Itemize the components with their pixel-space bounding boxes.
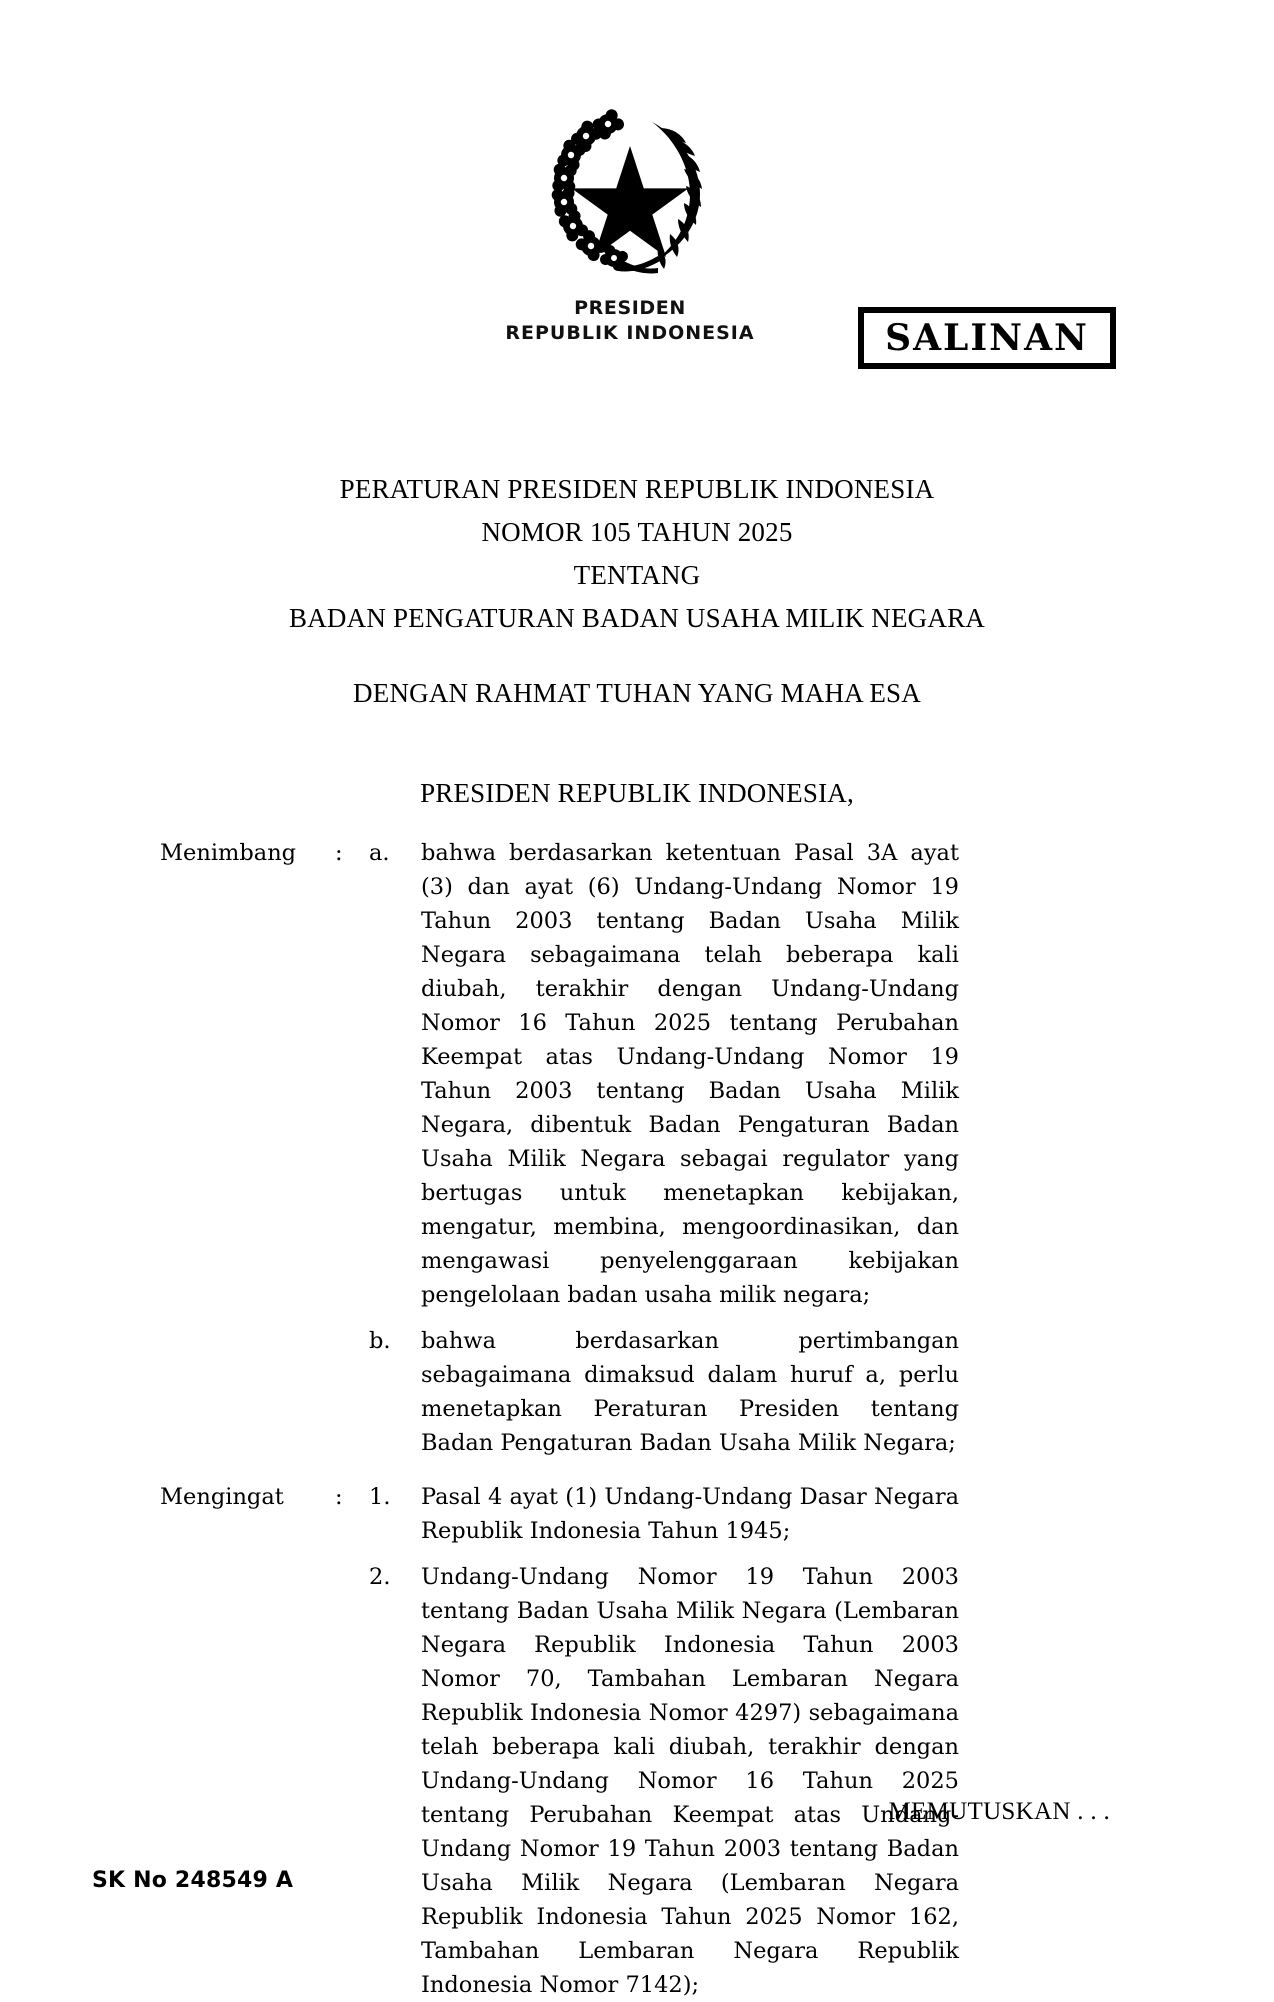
- continuation-note: MEMUTUSKAN . . .: [888, 1798, 1110, 1825]
- considerations-item-b: [0, 1324, 1274, 1460]
- preamble-spacer: [137, 715, 1137, 772]
- considerations-label: Menimbang: [160, 840, 297, 866]
- legal-basis-label: Mengingat: [160, 1484, 284, 1510]
- title-line-number-year: NOMOR 105 TAHUN 2025: [481, 517, 793, 547]
- title-line-tentang: TENTANG: [573, 560, 701, 590]
- garuda-star-wreath-emblem: [540, 108, 720, 280]
- considerations-text-b: bahwa berdasarkan pertimbangan sebagaimana dimaksud dalam huruf a, perlu menetapkan Peraturan Presiden tentang Badan Pengaturan Badan Usaha Milik Negara;: [421, 1328, 959, 1456]
- considerations-marker-a: a.: [369, 840, 390, 866]
- title-line-regulation-type: PERATURAN PRESIDEN REPUBLIK INDONESIA: [339, 474, 935, 504]
- caption-line-republik-indonesia: REPUBLIK INDONESIA: [505, 322, 755, 344]
- title-line-subject: BADAN PENGATURAN BADAN USAHA MILIK NEGARA: [289, 603, 985, 633]
- preamble-block: [137, 672, 1137, 815]
- considerations-colon: :: [335, 840, 343, 866]
- salinan-stamp-label: SALINAN: [885, 317, 1089, 359]
- salinan-stamp-box: [858, 307, 1116, 369]
- considerations-item-a: [0, 836, 1274, 1312]
- legal-basis-item-2: [0, 1560, 1274, 2002]
- preamble-line-presiden-ri: PRESIDEN REPUBLIK INDONESIA,: [420, 778, 854, 808]
- legal-basis-marker-1: 1.: [369, 1484, 391, 1510]
- document-header: [0, 108, 1274, 359]
- section-spacer: [0, 1460, 1274, 1480]
- considerations-text-a: bahwa berdasarkan ketentuan Pasal 3A ayat (3) dan ayat (6) Undang-Undang Nomor 19 Tahun 2003 tentang Badan Usaha Milik Negara sebagaimana telah beberapa kali diubah, terakhir dengan Undang-Undang Nomor 16 Tahun 2025 tentang Perubahan Keempat atas Undang-Undang Nomor 19 Tahun 2003 tentang Badan Usaha Milik Negara, dibentuk Badan Pengaturan Badan Usaha Milik Negara sebagai regulator yang bertugas untuk menetapkan kebijakan, mengatur, membina, mengoordinasikan, dan mengawasi penyelenggaraan kebijakan pengelolaan badan usaha milik negara;: [421, 840, 959, 1308]
- clause-spacer: [0, 1312, 1274, 1324]
- legal-basis-item-1: [0, 1480, 1274, 1548]
- legal-basis-text-2: Undang-Undang Nomor 19 Tahun 2003 tentang Badan Usaha Milik Negara (Lembaran Negara Republik Indonesia Tahun 2003 Nomor 70, Tambahan Lembaran Negara Republik Indonesia Nomor 4297) sebagaimana telah beberapa kali diubah, terakhir dengan Undang-Undang Nomor 16 Tahun 2025 tentang Perubahan Keempat atas Undang-Undang Nomor 19 Tahun 2003 tentang Badan Usaha Milik Negara (Lembaran Negara Republik Indonesia Tahun 2025 Nomor 162, Tambahan Lembaran Negara Republik Indonesia Nomor 7142);: [421, 1564, 959, 1998]
- caption-line-presiden: PRESIDEN: [574, 297, 686, 319]
- legal-basis-colon: :: [335, 1484, 343, 1510]
- regulation-title-block: [137, 468, 1137, 640]
- legal-basis-text-1: Pasal 4 ayat (1) Undang-Undang Dasar Negara Republik Indonesia Tahun 1945;: [421, 1484, 959, 1544]
- clause-spacer-2: [0, 1548, 1274, 1560]
- legal-basis-marker-2: 2.: [369, 1564, 391, 1590]
- presiden-republik-indonesia-caption: [430, 296, 830, 346]
- considerations-marker-b: b.: [369, 1328, 391, 1354]
- preamble-line-rahmat-tuhan: DENGAN RAHMAT TUHAN YANG MAHA ESA: [353, 678, 921, 708]
- document-body: [0, 836, 1274, 2002]
- sk-number-footer: SK No 248549 A: [92, 1868, 294, 1893]
